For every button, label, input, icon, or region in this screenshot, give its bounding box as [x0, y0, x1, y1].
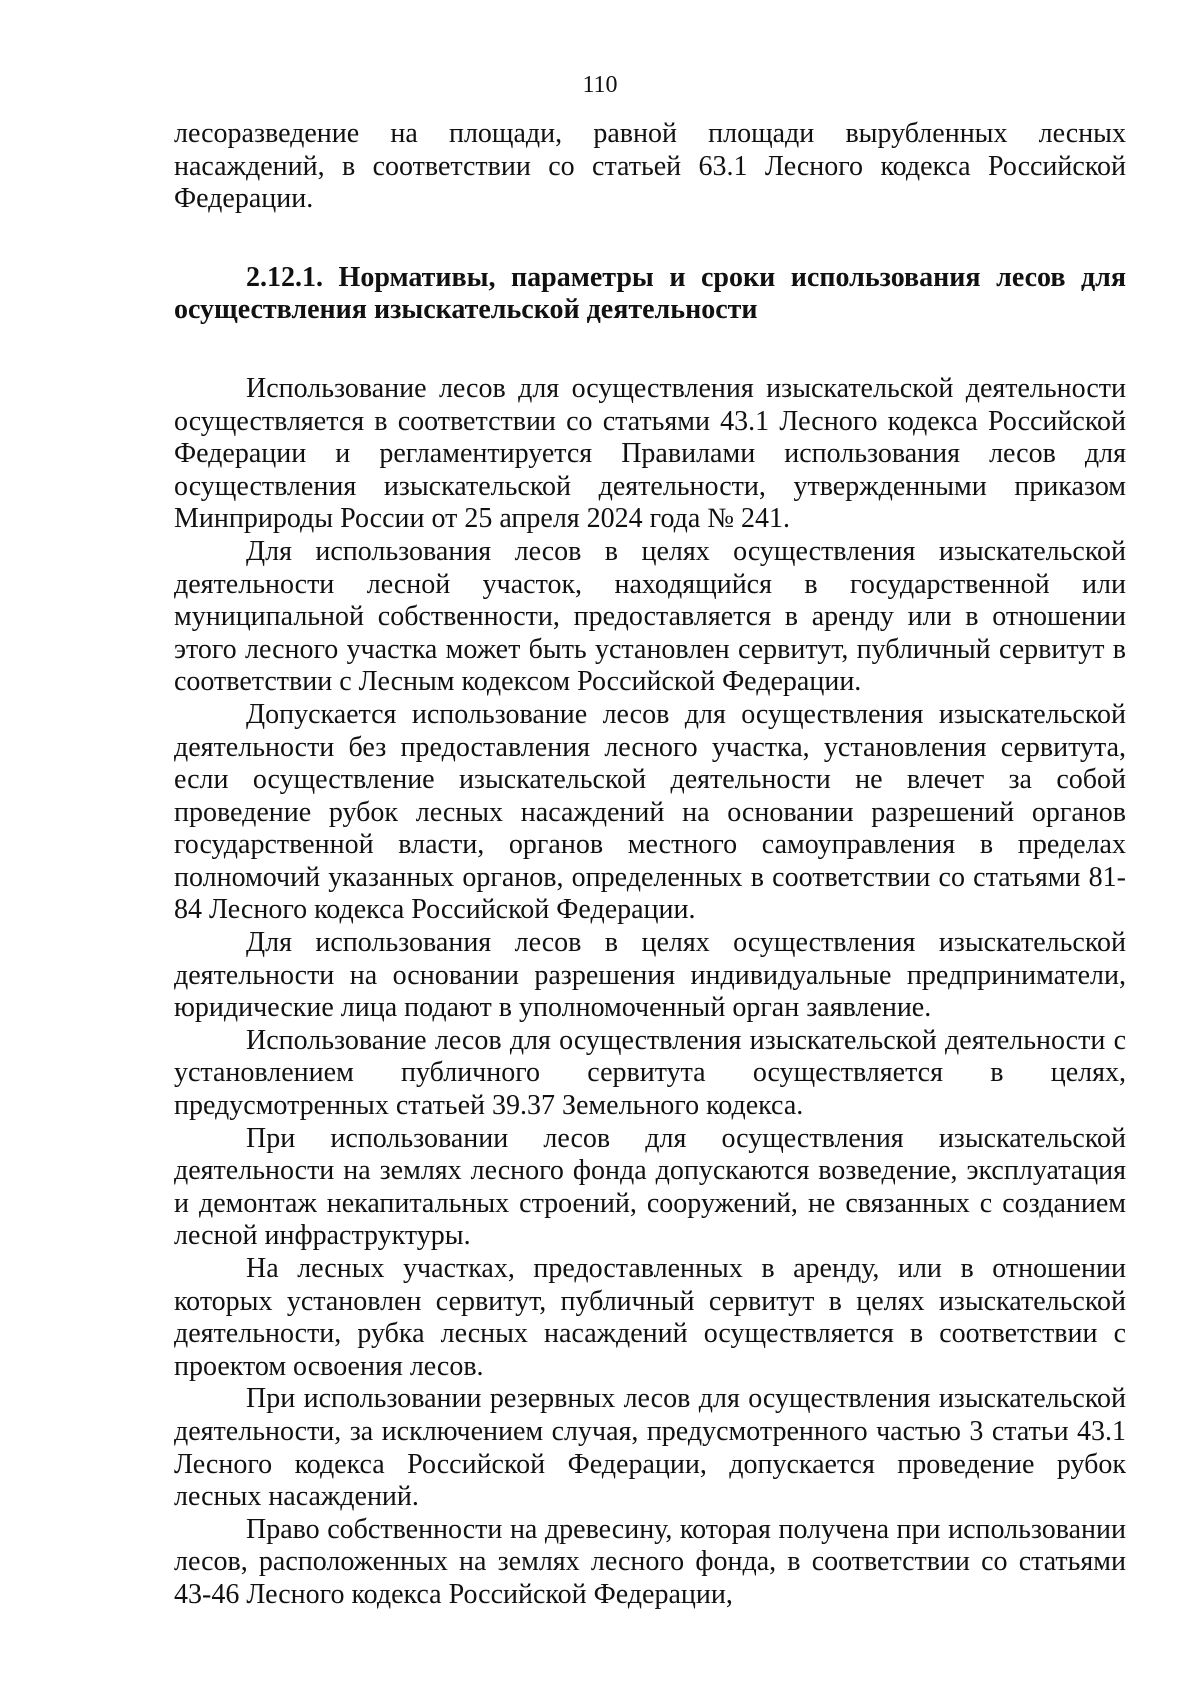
paragraph-2: Для использования лесов в целях осуществления изыскательской деятельности лесной участок, находящийся в государственной или муниципальной собственности, предоставляется в аренду или в отношении этого лесного участка может быть установлен сервитут, публичный сервитут в соответствии с Лесным кодексом Российской Федерации. [174, 535, 1126, 698]
paragraph-5: Использование лесов для осуществления изыскательской деятельности с установлением публичного сервитута осуществляется в целях, предусмотренных статьей 39.37 Земельного кодекса. [174, 1024, 1126, 1122]
paragraph-3: Допускается использование лесов для осуществления изыскательской деятельности без предоставления лесного участка, установления сервитута, если осуществление изыскательской деятельности не влечет за собой проведение рубок лесных насаждений на основании разрешений органов государственной власти, органов местного самоуправления в пределах полномочий указанных органов, определенных в соответствии со статьями 81-84 Лесного кодекса Российской Федерации. [174, 698, 1126, 926]
paragraph-6: При использовании лесов для осуществления изыскательской деятельности на землях лесного фонда допускаются возведение, эксплуатация и демонтаж некапитальных строений, сооружений, не связанных с созданием лесной инфраструктуры. [174, 1122, 1126, 1252]
section-heading: 2.12.1. Нормативы, параметры и сроки использования лесов для осуществления изыскательской деятельности [174, 261, 1126, 326]
paragraph-1: Использование лесов для осуществления изыскательской деятельности осуществляется в соответствии со статьями 43.1 Лесного кодекса Российской Федерации и регламентируется Правилами использования лесов для осуществления изыскательской деятельности, утвержденными приказом Минприроды России от 25 апреля 2024 года № 241. [174, 372, 1126, 535]
paragraph-4: Для использования лесов в целях осуществления изыскательской деятельности на основании разрешения индивидуальные предприниматели, юридические лица подают в уполномоченный орган заявление. [174, 927, 1126, 1024]
paragraph-7: На лесных участках, предоставленных в аренду, или в отношении которых установлен сервитут, публичный сервитут в целях изыскательской деятельности, рубка лесных насаждений осуществляется в соответствии с проектом освоения лесов. [174, 1253, 1126, 1382]
continuation-paragraph: лесоразведение на площади, равной площади вырубленных лесных насаждений, в соответствии со статьей 63.1 Лесного кодекса Российской Федерации. [174, 118, 1126, 215]
page-number: 110 [582, 72, 618, 98]
paragraph-9: Право собственности на древесину, которая получена при использовании лесов, расположенных на землях лесного фонда, в соответствии со статьями 43-46 Лесного кодекса Российской Федерации, [174, 1513, 1126, 1610]
paragraph-8: При использовании резервных лесов для осуществления изыскательской деятельности, за исключением случая, предусмотренного частью 3 статьи 43.1 Лесного кодекса Российской Федерации, допускается проведение рубок лесных насаждений. [174, 1383, 1126, 1513]
document-body [174, 118, 1126, 1612]
